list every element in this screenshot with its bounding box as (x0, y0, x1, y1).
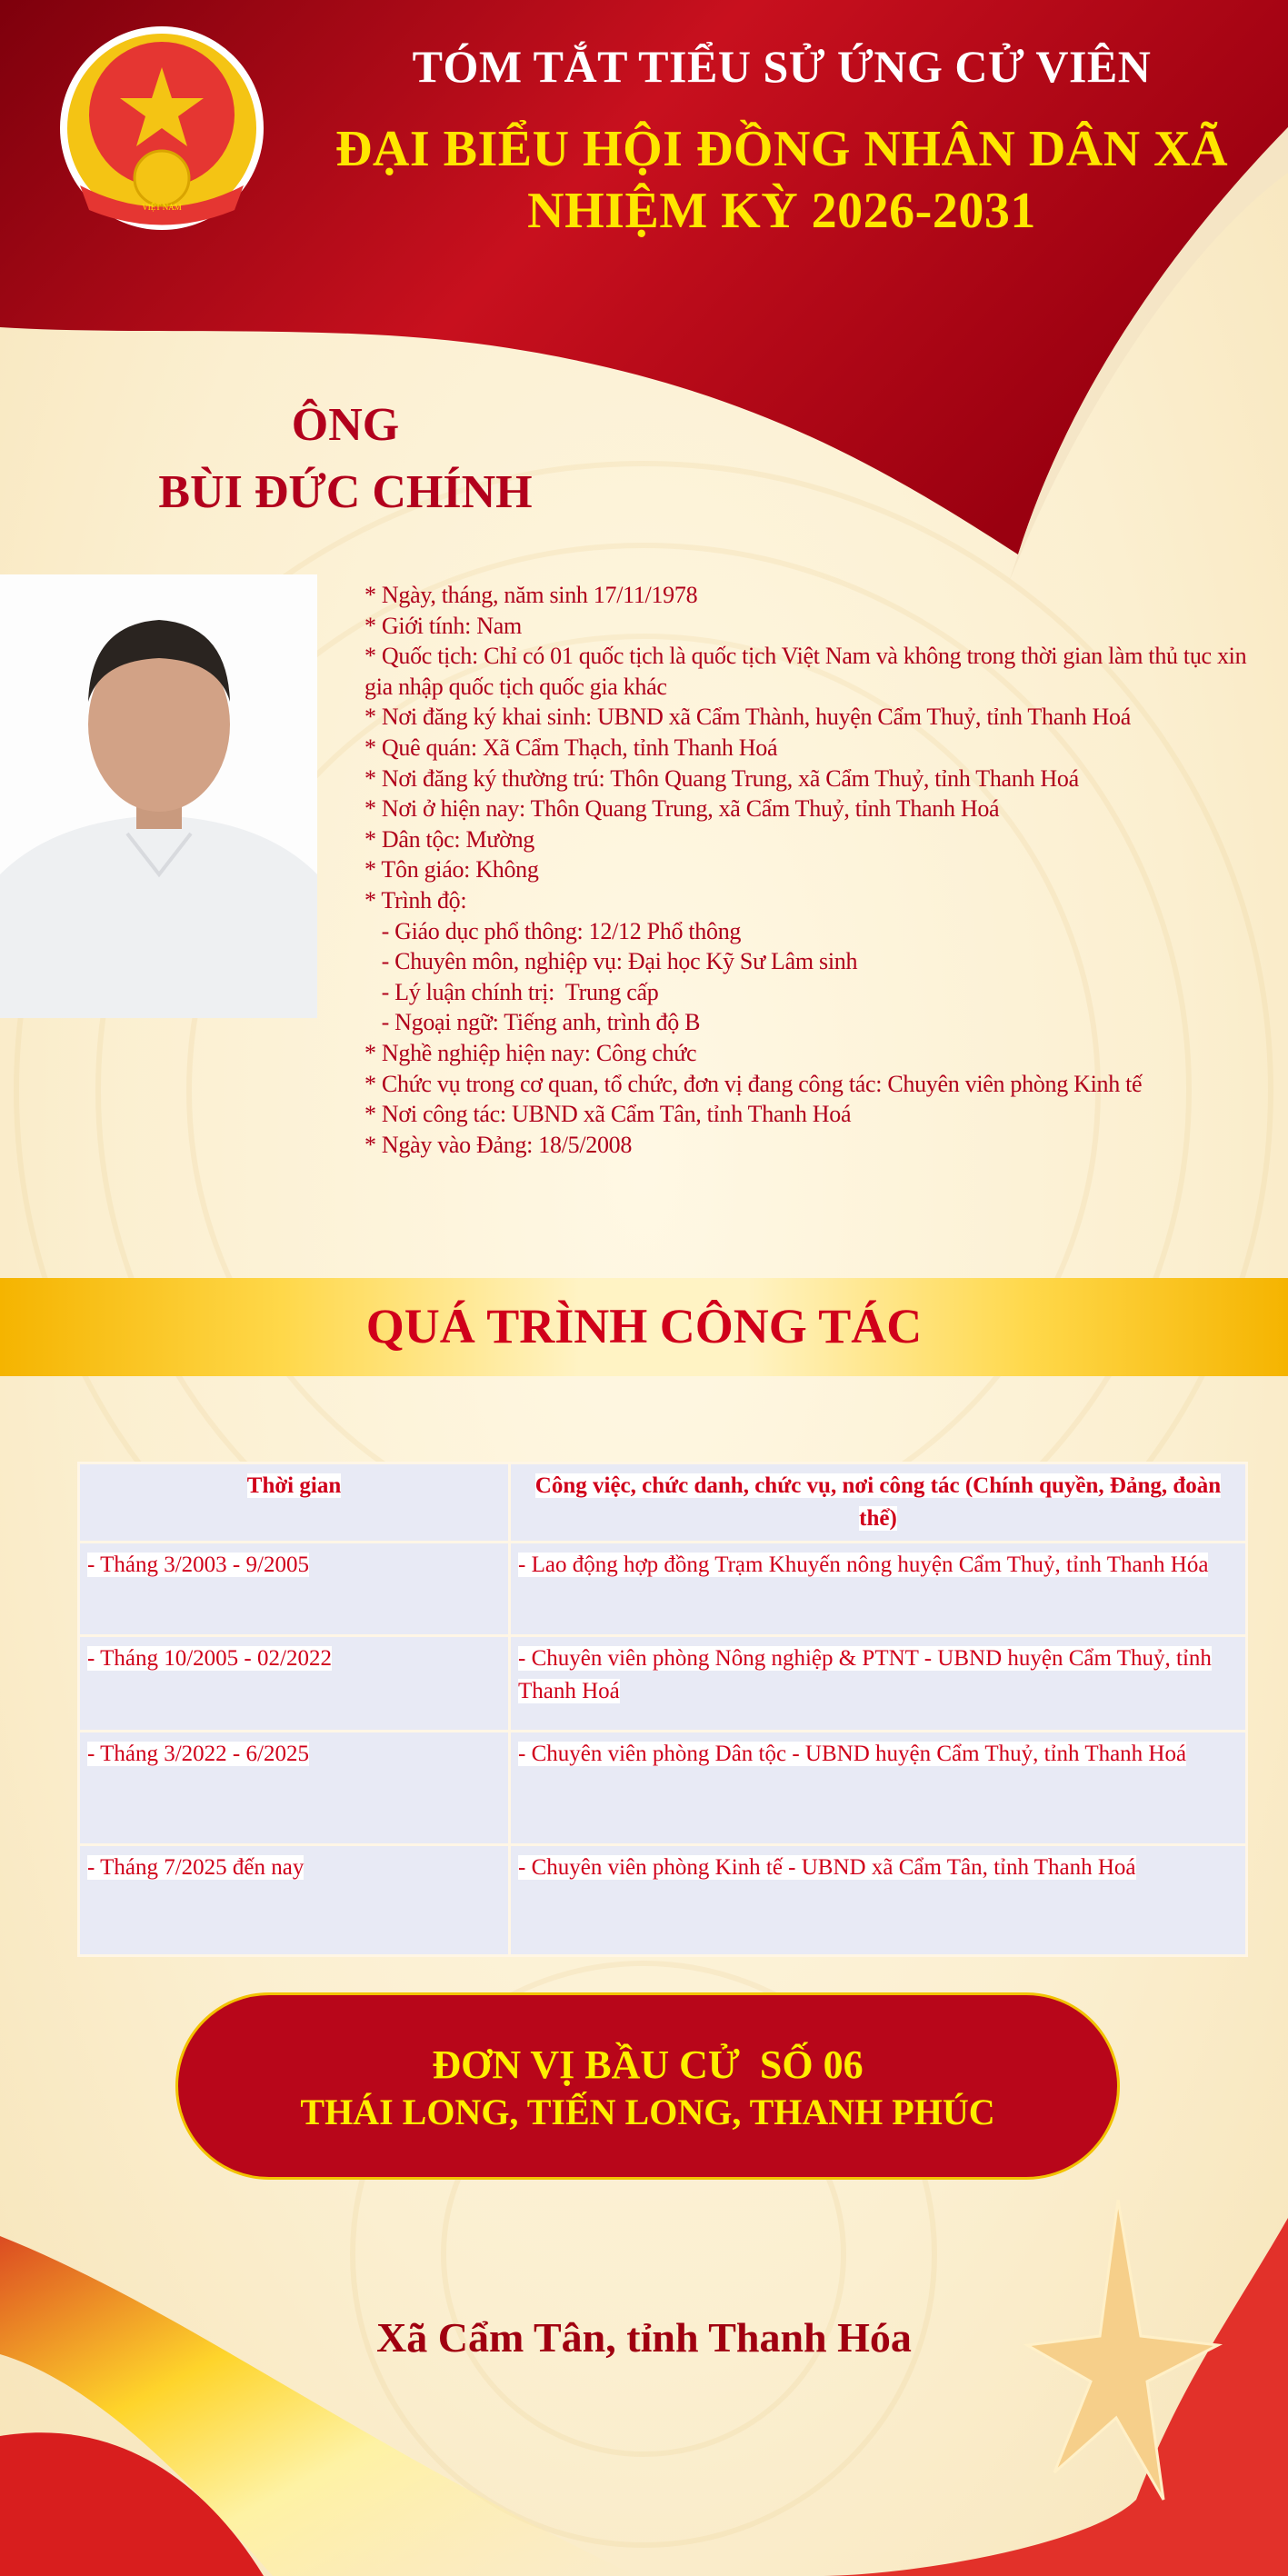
bio-line: * Ngày, tháng, năm sinh 17/11/1978 (364, 582, 698, 608)
bio-line: * Nơi công tác: UBND xã Cẩm Tân, tỉnh Thanh Hoá (364, 1101, 852, 1128)
table-row (79, 1845, 1247, 1956)
cell-time: - Tháng 10/2005 - 02/2022 (79, 1636, 510, 1732)
constituency-number: ĐƠN VỊ BẦU CỬ SỐ 06 (432, 2042, 864, 2087)
cell-position: - Chuyên viên phòng Dân tộc - UBND huyện Cẩm Thuỷ, tỉnh Thanh Hoá (510, 1732, 1247, 1845)
table-row (79, 1732, 1247, 1845)
bio-list (364, 580, 1273, 1160)
candidate-honorific: ÔNG (291, 399, 400, 451)
bio-line: - Ngoại ngữ: Tiếng anh, trình độ B (364, 1009, 701, 1036)
bio-line: - Lý luận chính trị: Trung cấp (364, 978, 659, 1005)
constituency-areas: THÁI LONG, TIẾN LONG, THANH PHÚC (300, 2092, 995, 2132)
table-row (79, 1636, 1247, 1732)
bio-line: * Dân tộc: Mường (364, 825, 534, 853)
ribbon-star-decoration (0, 2200, 1288, 2576)
candidate-photo (0, 574, 317, 1018)
constituency-badge (175, 1992, 1120, 2180)
bio-line: * Giới tính: Nam (364, 612, 522, 639)
cell-time: - Tháng 7/2025 đến nay (79, 1845, 510, 1956)
svg-text:VIỆT NAM: VIỆT NAM (142, 203, 182, 212)
bio-line: * Ngày vào Đảng: 18/5/2008 (364, 1131, 633, 1158)
bio-line: * Nơi đăng ký thường trú: Thôn Quang Trung, xã Cẩm Thuỷ, tỉnh Thanh Hoá (364, 764, 1079, 792)
bio-line: * Nơi ở hiện nay: Thôn Quang Trung, xã Cẩm Thuỷ, tỉnh Thanh Hoá (364, 795, 1000, 823)
column-header-time: Thời gian (79, 1463, 510, 1543)
bio-line: * Tôn giáo: Không (364, 856, 539, 884)
table-row (79, 1543, 1247, 1636)
header-term: NHIỆM KỲ 2026-2031 (527, 183, 1036, 239)
header-subtitle: ĐẠI BIỂU HỘI ĐỒNG NHÂN DÂN XÃ (334, 121, 1229, 177)
bio-line: - Chuyên môn, nghiệp vụ: Đại học Kỹ Sư Lâm sinh (364, 948, 858, 975)
cell-time: - Tháng 3/2022 - 6/2025 (79, 1732, 510, 1845)
national-emblem-logo (53, 24, 271, 242)
column-header-position: Công việc, chức danh, chức vụ, nơi công tác (Chính quyền, Đảng, đoàn thể) (510, 1463, 1247, 1543)
cell-position: - Lao động hợp đồng Trạm Khuyến nông huyện Cẩm Thuỷ, tỉnh Thanh Hóa (510, 1543, 1247, 1636)
bio-line: * Trình độ: (364, 886, 467, 914)
cell-position: - Chuyên viên phòng Nông nghiệp & PTNT - UBND huyện Cẩm Thuỷ, tỉnh Thanh Hoá (510, 1636, 1247, 1732)
section-title: QUÁ TRÌNH CÔNG TÁC (365, 1299, 923, 1353)
footer-location: Xã Cẩm Tân, tỉnh Thanh Hóa (376, 2314, 912, 2361)
bio-line: * Quê quán: Xã Cẩm Thạch, tỉnh Thanh Hoá (364, 734, 778, 761)
bio-line: * Nghề nghiệp hiện nay: Công chức (364, 1039, 697, 1066)
bio-line: * Nơi đăng ký khai sinh: UBND xã Cẩm Thành, huyện Cẩm Thuỷ, tỉnh Thanh Hoá (364, 704, 1131, 731)
bio-line: * Chức vụ trong cơ quan, tổ chức, đơn vị đang công tác: Chuyên viên phòng Kinh tế (364, 1070, 1143, 1097)
candidate-name: BÙI ĐỨC CHÍNH (158, 466, 533, 518)
header-title: TÓM TẮT TIỂU SỬ ỨNG CỬ VIÊN (412, 41, 1152, 92)
bio-line: - Giáo dục phổ thông: 12/12 Phổ thông (364, 917, 742, 944)
cell-time: - Tháng 3/2003 - 9/2005 (79, 1543, 510, 1636)
cell-position: - Chuyên viên phòng Kinh tế - UBND xã Cẩm Tân, tỉnh Thanh Hoá (510, 1845, 1247, 1956)
work-history-table (77, 1462, 1248, 1957)
bio-line: * Quốc tịch: Chỉ có 01 quốc tịch là quốc tịch Việt Nam và không trong thời gian làm thủ tục xin gia nhập quốc tịch quốc gia khác (364, 643, 1247, 700)
table-header-row (79, 1463, 1247, 1543)
